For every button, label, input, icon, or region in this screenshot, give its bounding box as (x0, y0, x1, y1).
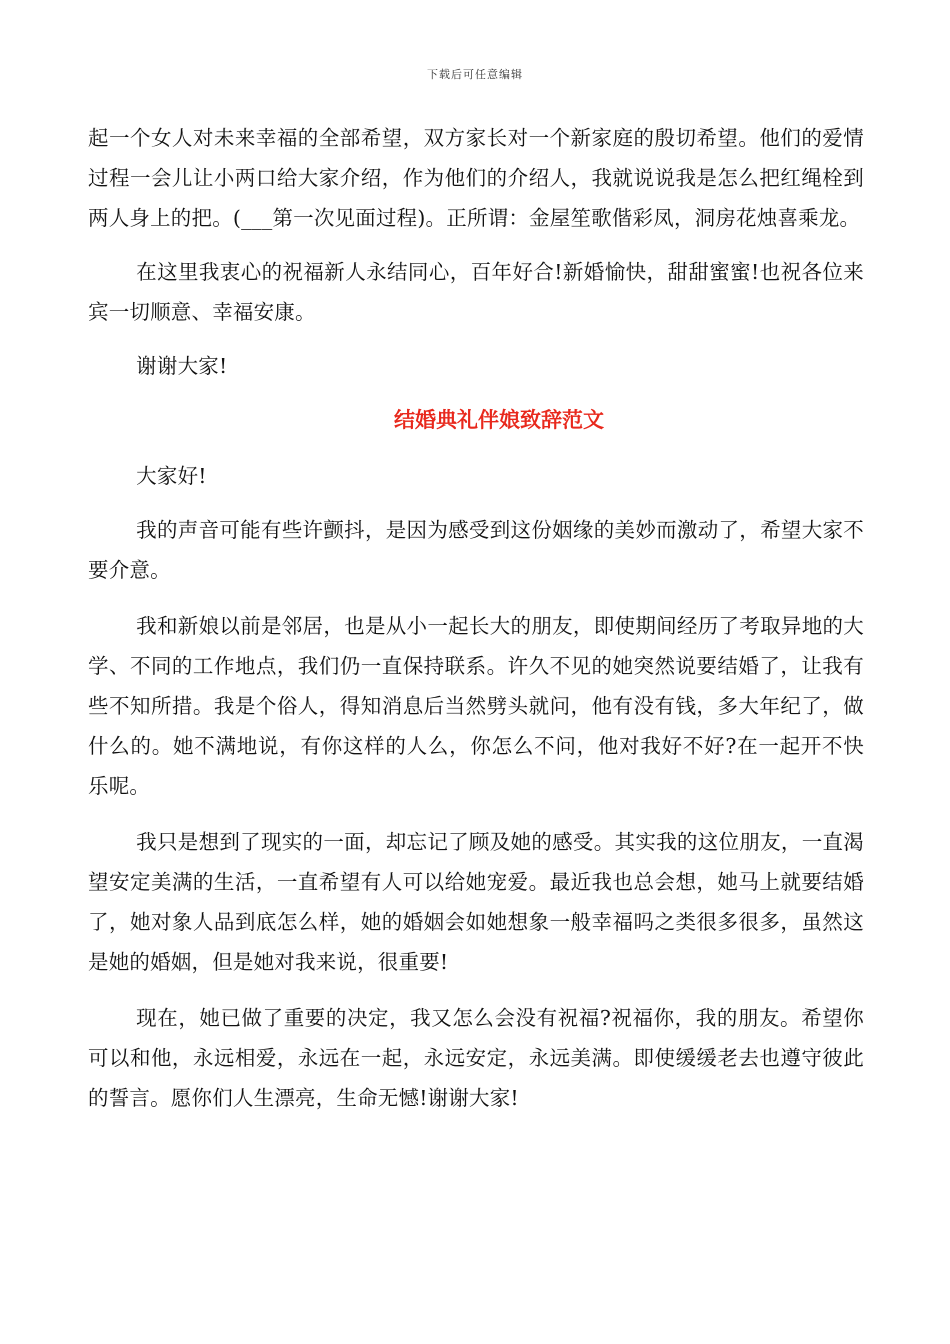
paragraph-continued: 起一个女人对未来幸福的全部希望，双方家长对一个新家庭的殷切希望。他们的爱情过程一会儿让小两口给大家介绍，作为他们的介绍人，我就说说我是怎么把红绳栓到两人身上的把。(___第一次见面过程)。正所谓：金屋笙歌偕彩凤，洞房花烛喜乘龙。 (88, 126, 864, 230)
paragraph-reality: 我只是想到了现实的一面，却忘记了顾及她的感受。其实我的这位朋友，一直渴望安定美满的生活，一直希望有人可以给她宠爱。最近我也总会想，她马上就要结婚了，她对象人品到底怎么样，她的婚姻会如她想象一般幸福吗之类很多很多，虽然这是她的婚姻，但是她对我来说，很重要! (88, 830, 864, 974)
page-header: 下载后可任意编辑 (427, 68, 523, 81)
paragraph-greeting: 大家好! (136, 464, 207, 488)
document-body (88, 118, 864, 1118)
paragraph-thanks: 谢谢大家! (136, 354, 228, 378)
section-title: 结婚典礼伴娘致辞范文 (394, 407, 604, 432)
paragraph-neighbor: 我和新娘以前是邻居，也是从小一起长大的朋友，即使期间经历了考取异地的大学、不同的工作地点，我们仍一直保持联系。许久不见的她突然说要结婚了，让我有些不知所措。我是个俗人，得知消息后当然劈头就问，他有没有钱，多大年纪了，做什么的。她不满地说，有你这样的人么，你怎么不问，他对我好不好?在一起开不快乐呢。 (88, 614, 864, 798)
paragraph-blessing: 在这里我衷心的祝福新人永结同心，百年好合!新婚愉快，甜甜蜜蜜!也祝各位来宾一切顺意、幸福安康。 (88, 260, 864, 324)
paragraph-voice: 我的声音可能有些许颤抖，是因为感受到这份姻缘的美妙而激动了，希望大家不要介意。 (88, 518, 864, 582)
paragraph-wishes: 现在，她已做了重要的决定，我又怎么会没有祝福?祝福你，我的朋友。希望你可以和他，永远相爱，永远在一起，永远安定，永远美满。即使缓缓老去也遵守彼此的誓言。愿你们人生漂亮，生命无憾!谢谢大家! (88, 1006, 864, 1110)
